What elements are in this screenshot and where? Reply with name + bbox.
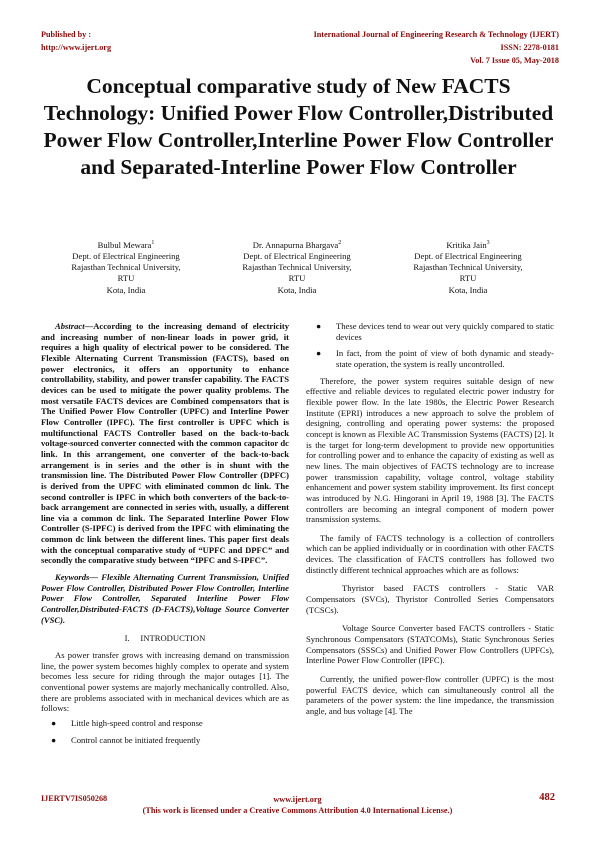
author-block-3 <box>383 238 553 296</box>
author-city: Kota, India <box>106 284 146 295</box>
bullet-icon: ● <box>316 321 322 331</box>
author-univ-short: RTU <box>288 273 306 284</box>
paragraph-family: The family of FACTS technology is a collection of controllers which can be applied individually or in coordination with other FACTS devices. The classification of FACTS controllers has followed two distinctly different technical approaches which are as follows: <box>306 532 554 575</box>
author-dept: Dept. of Electrical Engineering <box>414 251 522 262</box>
paper-id: IJERTV7IS050268 <box>41 794 108 803</box>
author-name: Dr. Annapurna Bhargava$^2$ <box>252 239 342 250</box>
intro-paragraph: As power transfer grows with increasing demand on transmission line, the power system becomes highly complex to operate and system becomes less secure for riding through the major outages [1]. The conventional power systems are majorly mechanically controlled. Also, there are problems associated with in mechanical devices which are as follows: <box>41 650 289 714</box>
author-city: Kota, India <box>448 284 488 295</box>
author-univ-short: RTU <box>459 273 477 284</box>
author-university: Rajasthan Technical University, <box>413 262 523 273</box>
paragraph-therefore: Therefore, the power system requires suitable design of new effective and reliable devices to regulated electric power industry for flexible power flow. In the late 1980s, the Electric Power Research Institute (EPRI) introduces a new approach to solve the problem of designing, controlling and operating power systems: the proposed concept is known as Flexible AC Transmission Systems (FACTS) [2]. It is the target for long-term development to provide new opportunities for controlling power and to enhance the capacity of existing as well as new lines. The main objectives of FACTS technology are to increase power transmission capability, voltage control, voltage stability enhancement and power system stability improvement. Its first concept was introduced by N.G. Hingorani in April 19, 1988 [3]. The FACTS controllers are becoming an integral component of modern power transmission systems. <box>306 375 554 525</box>
journal-name: International Journal of Engineering Research & Technology (IJERT) <box>313 30 559 39</box>
author-dept: Dept. of Electrical Engineering <box>72 251 180 262</box>
footer-url-link[interactable]: www.ijert.org <box>273 795 322 804</box>
author-block-2 <box>212 238 382 296</box>
keywords: Keywords— Flexible Alternating Current Transmission, Unified Power Flow Controller, Distributed Power Flow Controller, Interline Power Flow Controller, Separated Interline Power Flow Controller,Distributed-FACTS (D-FACTS),Voltage Source Converter (VSC). <box>41 572 289 625</box>
bullet-list-right <box>306 321 554 370</box>
classification-vsc: Voltage Source Converter based FACTS controllers - Static Synchronous Compensators (STATCOMs), Static Synchronous Series Compensators (SSSCs) and Unified Power Flow Controllers (UPFCs), Interline Power Flow Controller (IPFC). <box>306 623 554 666</box>
section-heading: I. INTRODUCTION <box>124 633 206 644</box>
bullet-list-left <box>41 718 289 745</box>
bullet-icon: ● <box>316 348 322 359</box>
issn: ISSN: 2278-0181 <box>500 43 559 52</box>
classification-thyristor: Thyristor based FACTS controllers - Static VAR Compensators (SVCs), Thyristor Controlled Series Compensators (TCSCs). <box>306 583 554 615</box>
volume-issue: Vol. 7 Issue 05, May-2018 <box>470 56 559 65</box>
author-city: Kota, India <box>277 284 317 295</box>
journal-url-link[interactable]: http://www.ijert.org <box>41 43 112 52</box>
abstract <box>41 321 289 566</box>
author-name: Kritika Jain$^3$ <box>446 239 490 250</box>
header-right <box>314 28 559 67</box>
author-dept: Dept. of Electrical Engineering <box>243 251 351 262</box>
footer-center <box>0 794 595 816</box>
license-notice: (This work is licensed under a Creative Commons Attribution 4.0 International License.) <box>142 806 453 815</box>
left-column <box>41 321 289 751</box>
abstract-text: —According to the increasing demand of electricity and increasing number of non-linear loads in power grid, it requires a high quality of electrical power to be considered. The Flexible Alternating Current Transmission (FACTS), based on power electronics, it offers an opportunity to enhance controllability, stability, and power transfer capability. The FACTS devices can be used to mitigate the power quality problems. The most versatile FACTS devices are Combined compensators that is The Unified Power Flow Controller (UPFC) and Interline Power Flow Controller (IPFC). The first controller is UPFC which is multifunctional FACTS Controller based on the back-to-back voltage-sourced converter connected with the common capacitor dc link. In this arrangement, one converter of the back-to-back arrangement is in series and the other is in shunt with the transmission line. The Distributed Power Flow Controller (DPFC) is derived from the UPFC with eliminated common dc link. The second controller is IPFC in which both converters of the back-to-back arrangement are connected in series with, usually, a different line via a common dc link. The Separated Interline Power Flow Controller (S-IPFC) is derived from the IPFC with eliminating the common dc link between the different lines. This paper first deals with the conceptual comparative study of “UPFC and DPFC” and secondly the comparative study between “IPFC and S-IPFC”. <box>41 321 289 566</box>
list-item: ● Control cannot be initiated frequently <box>51 734 201 745</box>
abstract-label: Abstract <box>55 321 85 331</box>
author-univ-short: RTU <box>117 273 135 284</box>
published-by-label: Published by : <box>41 30 92 39</box>
author-university: Rajasthan Technical University, <box>242 262 352 273</box>
right-column <box>306 321 554 717</box>
bullet-icon: ● <box>51 717 57 728</box>
author-university: Rajasthan Technical University, <box>71 262 181 273</box>
header-left <box>41 28 111 54</box>
list-item: ● Little high-speed control and response <box>51 717 203 728</box>
page-number: 482 <box>539 792 555 803</box>
author-name: Bulbul Mewara$^1$ <box>97 239 155 250</box>
bullet-icon: ● <box>51 734 57 745</box>
author-block-1 <box>41 238 211 296</box>
list-item: ● In fact, from the point of view of both dynamic and steady-state operation, the system is really uncontrolled. <box>316 348 554 369</box>
paragraph-currently: Currently, the unified power-flow controller (UPFC) is the most powerful FACTS device, which can simultaneously control all the parameters of the power system: the line impedance, the transmission angle, and bus voltage [4]. The <box>306 674 554 716</box>
list-item: ● These devices tend to wear out very quickly compared to static devices <box>316 321 554 342</box>
paper-title: Conceptual comparative study of New FACTS Technology: Unified Power Flow Controller,Distributed Power Flow Controller,Interline Power Flow Controller and Separated-Interline Power Flow Controller <box>43 74 554 179</box>
